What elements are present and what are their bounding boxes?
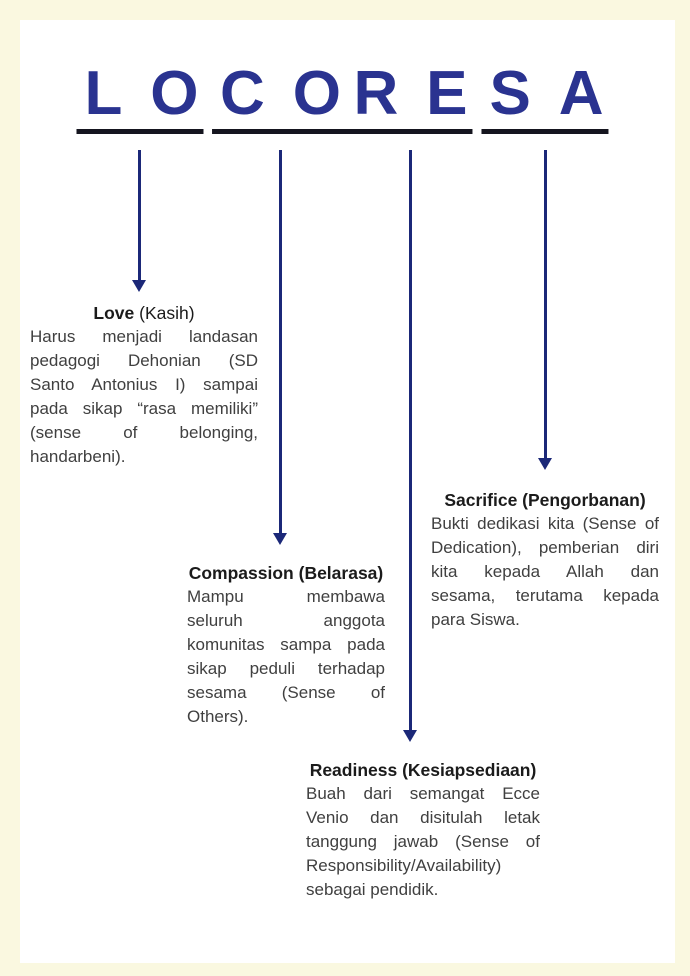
value-title-love [30,301,258,325]
arrow-line [279,150,282,533]
value-body-love: Harus menjadi landasan pedagogi Dehonian (SD Santo Antonius I) sampai pada sikap “rasa memiliki” (sense of belonging, handarbeni). [30,327,258,466]
arrow-head-icon [273,533,287,545]
arrow-sacrifice [538,150,552,470]
value-block-love [30,301,258,469]
value-body-sacrifice: Bukti dedikasi kita (Sense of Dedication), pemberian diri kita kepada Allah dan sesama, terutama kepada para Siswa. [431,514,659,629]
title-letters-sa: SA [489,59,632,128]
value-title-sacrifice [431,488,659,512]
value-body-compassion: Mampu membawa seluruh anggota komunitas sampa pada sikap peduli terhadap sesama (Sense of Others). [187,587,385,726]
title-letters-co: CO [220,59,369,128]
arrow-love [132,150,146,292]
title-letters-lo: LO [84,59,227,128]
arrow-head-icon [403,730,417,742]
arrow-line [138,150,141,280]
value-title-bold: Compassion (Belarasa) [188,563,384,583]
value-title-bold: Sacrifice (Pengorbanan) [444,490,646,510]
value-title-compassion [187,561,385,585]
arrow-line [544,150,547,458]
title-pair-lo [76,59,227,134]
arrow-readiness [403,150,417,742]
title-pair-re [345,59,496,134]
title-pair-co [212,59,369,134]
title-pair-sa [481,59,632,134]
value-block-readiness [306,758,540,902]
value-title-bold: Love [93,303,135,323]
value-block-compassion [187,561,385,729]
value-block-sacrifice [431,488,659,632]
value-body-readiness: Buah dari semangat Ecce Venio dan disitulah letak tanggung jawab (Sense of Responsibility/Availability) sebagai pendidik. [306,784,540,899]
arrow-compassion [273,150,287,545]
title-letters-re: RE [353,59,496,128]
arrow-head-icon [538,458,552,470]
value-title-bold: Readiness (Kesiapsediaan) [309,760,537,780]
value-title-rest: (Kasih) [134,303,195,323]
value-title-readiness [306,758,540,782]
arrow-head-icon [132,280,146,292]
arrow-line [409,150,412,730]
